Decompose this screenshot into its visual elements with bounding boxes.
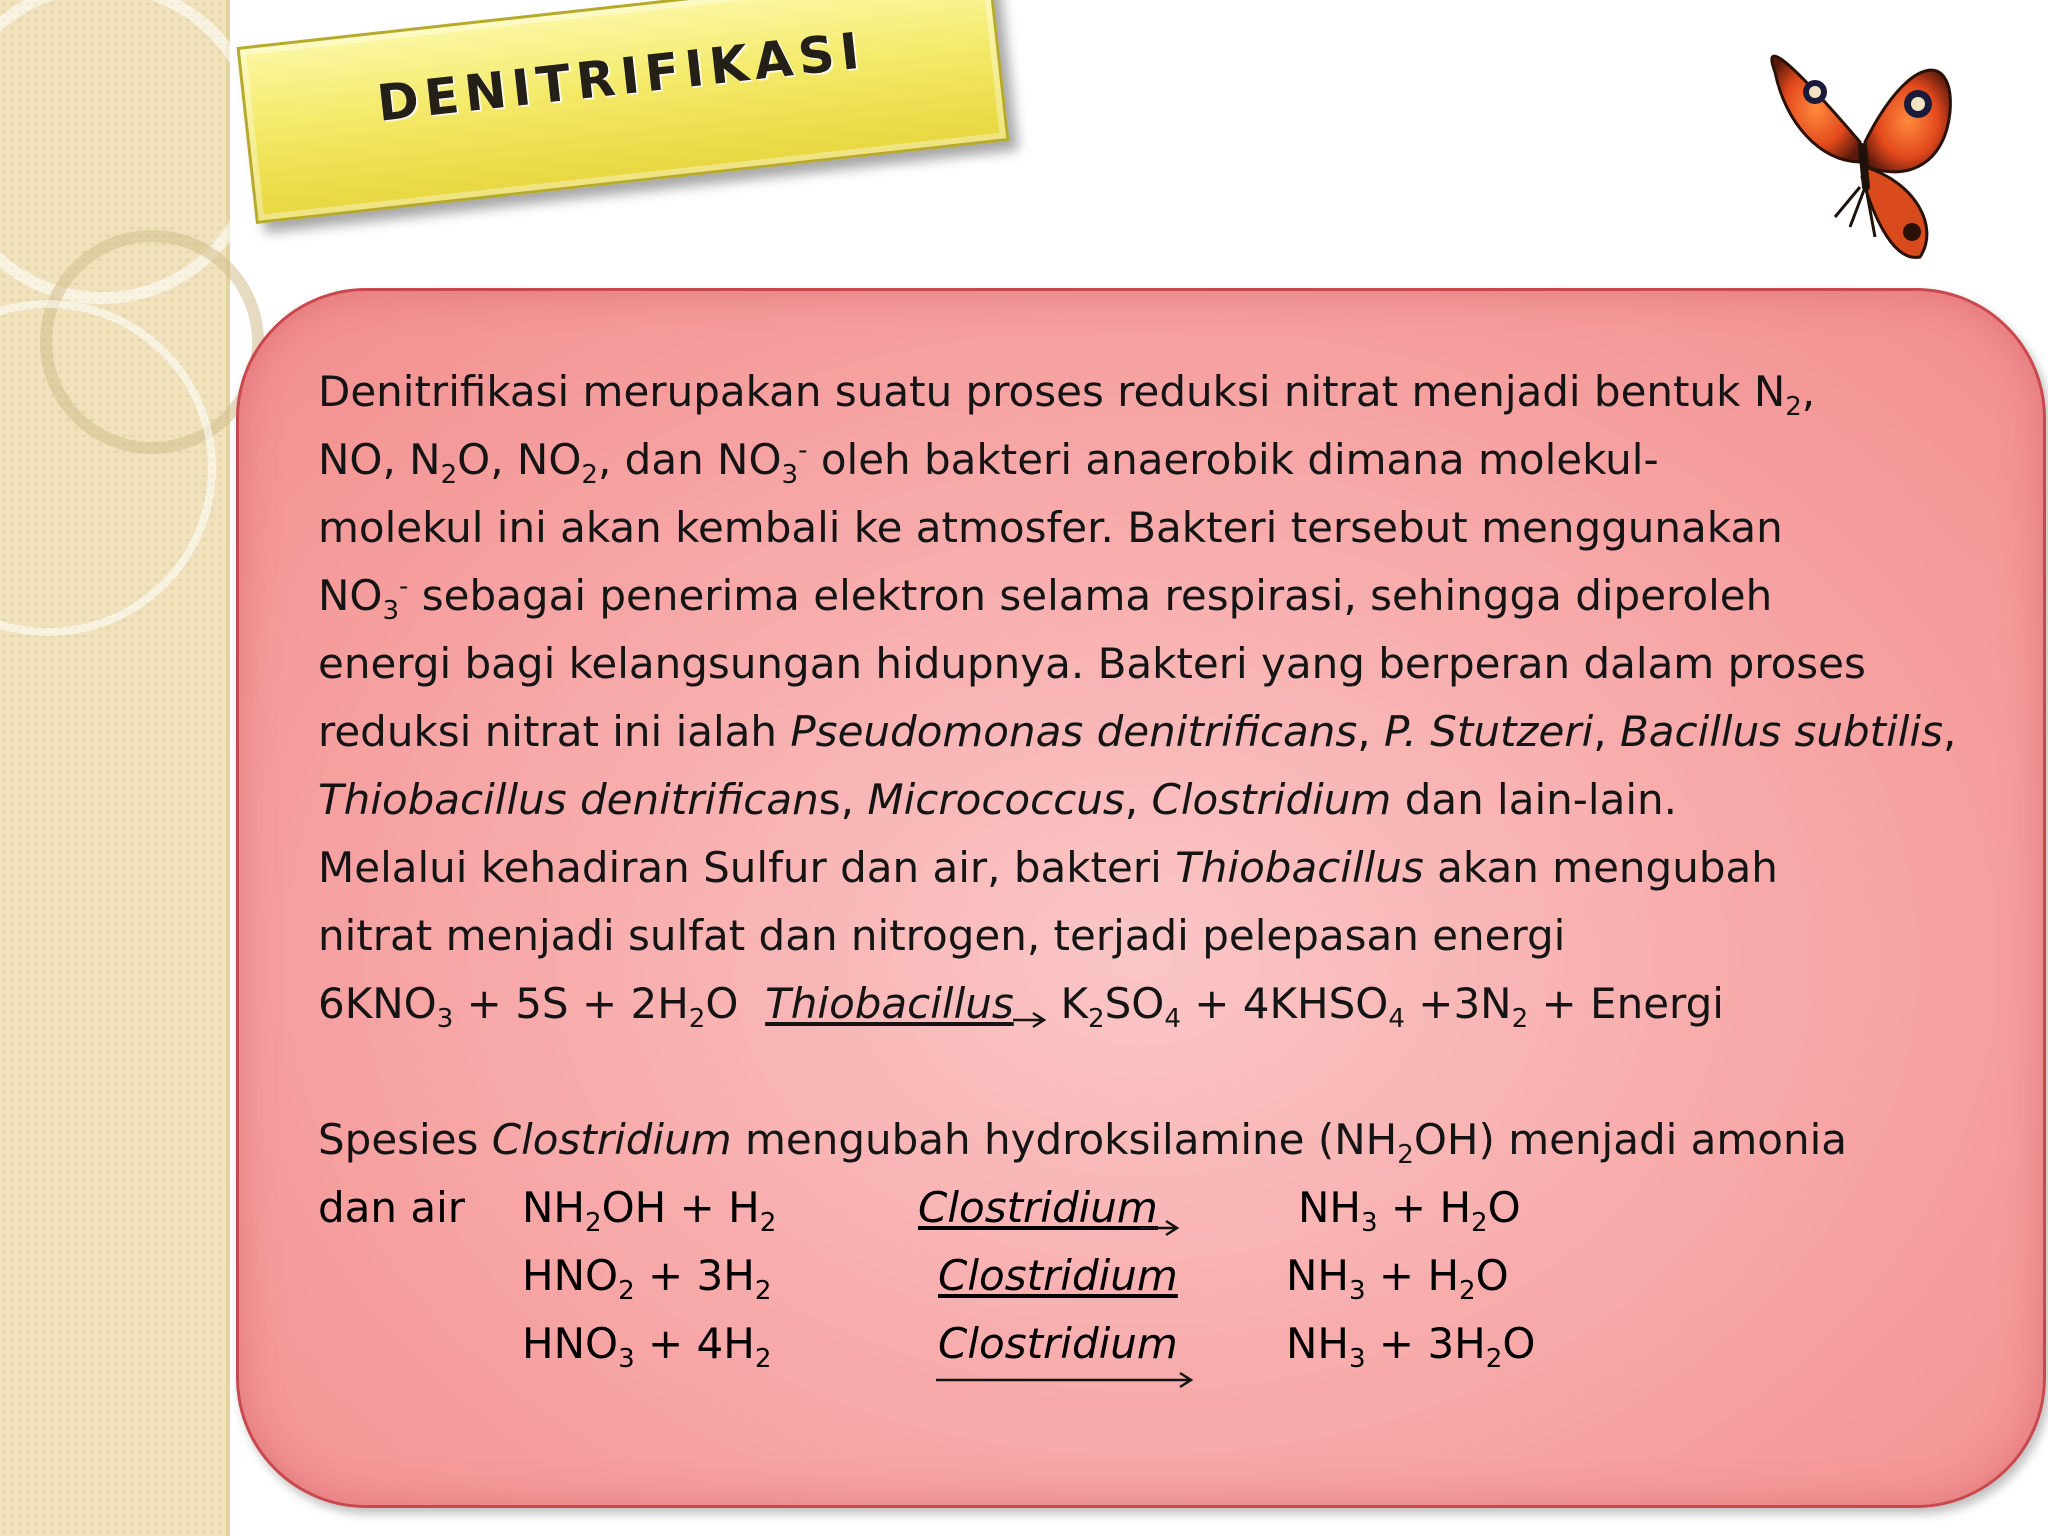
text-span: , xyxy=(1124,775,1152,824)
text-span: , xyxy=(1357,707,1384,756)
species-name: Thiobacillus denitrifican xyxy=(318,775,819,824)
subscript: 2 xyxy=(1511,1004,1529,1035)
subscript: 2 xyxy=(688,1004,706,1035)
text-span: dan lain-lain. xyxy=(1391,775,1677,824)
text-span: , xyxy=(1942,707,1957,756)
superscript: - xyxy=(798,435,808,466)
text-line xyxy=(318,902,2038,970)
text-span: + 4KHSO xyxy=(1180,979,1389,1028)
text-span: mengubah hydroksilamine (NH xyxy=(731,1115,1398,1164)
reaction-catalyst: Thiobacillus xyxy=(765,979,1014,1028)
reaction-arrow-icon xyxy=(936,1370,1196,1390)
subscript: 4 xyxy=(1164,1004,1181,1035)
slide-title: DENITRIFIKASI xyxy=(374,21,868,133)
species-name: Micrococcus xyxy=(867,775,1125,824)
subscript: 3 xyxy=(382,596,400,627)
text-span: HNO xyxy=(522,1319,619,1368)
text-span: akan mengubah xyxy=(1423,843,1778,892)
reaction-arrow-icon xyxy=(1013,1010,1047,1030)
subscript: 2 xyxy=(1088,1004,1105,1035)
reactants xyxy=(522,1310,771,1378)
subscript: 4 xyxy=(1388,1004,1405,1035)
subscript: 2 xyxy=(1485,1344,1503,1375)
text-span: + 3H xyxy=(634,1251,755,1300)
text-span: OH) menjadi amonia xyxy=(1413,1115,1848,1164)
text-span: sebagai penerima elektron selama respirasi, sehingga diperoleh xyxy=(408,571,1773,620)
text-line xyxy=(318,426,2038,494)
species-name: Bacillus subtilis xyxy=(1619,707,1943,756)
species-name: P. Stutzeri xyxy=(1383,707,1594,756)
text-span: NH xyxy=(1298,1183,1361,1232)
subscript: 2 xyxy=(1397,1140,1414,1171)
reaction-arrow-icon xyxy=(1140,1218,1180,1238)
text-span: K xyxy=(1060,979,1089,1028)
blank-line xyxy=(318,1038,2038,1106)
text-span: 6KNO xyxy=(318,979,437,1028)
text-line xyxy=(318,630,2038,698)
text-span: nitrat menjadi sulfat dan nitrogen, terjadi pelepasan energi xyxy=(318,911,1566,960)
text-span: Melalui kehadiran Sulfur dan air, bakteri xyxy=(318,843,1176,892)
products xyxy=(1298,1174,1521,1242)
text-line xyxy=(318,358,2038,426)
subscript: 2 xyxy=(754,1276,772,1307)
text-line xyxy=(318,834,2038,902)
text-span: + 5S + 2H xyxy=(453,979,689,1028)
reactants xyxy=(522,1174,776,1242)
products xyxy=(1286,1242,1509,1310)
species-name: Clostridium xyxy=(491,1115,732,1164)
text-line xyxy=(318,698,2038,766)
reaction-catalyst: Clostridium xyxy=(938,1251,1178,1300)
reaction-catalyst: Clostridium xyxy=(918,1183,1158,1232)
text-span: O xyxy=(705,979,739,1028)
text-span: OH + H xyxy=(601,1183,760,1232)
text-line xyxy=(318,562,2038,630)
text-span: s, xyxy=(818,775,868,824)
text-span: + H xyxy=(1377,1183,1472,1232)
subscript: 2 xyxy=(1785,392,1802,423)
text-span: Spesies xyxy=(318,1115,492,1164)
species-name: Pseudomonas denitrificans xyxy=(790,707,1358,756)
reaction-prefix: dan air xyxy=(318,1183,466,1232)
text-span: + 3H xyxy=(1365,1319,1486,1368)
text-span: NH xyxy=(522,1183,585,1232)
subscript: 3 xyxy=(436,1004,454,1035)
species-name: Thiobacillus xyxy=(1175,843,1424,892)
subscript: 2 xyxy=(754,1344,772,1375)
text-span: + Energi xyxy=(1528,979,1724,1028)
text-span: O xyxy=(1487,1183,1521,1232)
text-span: +3N xyxy=(1404,979,1512,1028)
species-name: Clostridium xyxy=(1151,775,1392,824)
subscript: 3 xyxy=(781,460,799,491)
text-span: energi bagi kelangsungan hidupnya. Bakteri yang berperan dalam proses xyxy=(318,639,1866,688)
text-line xyxy=(318,494,2038,562)
superscript: - xyxy=(399,571,409,602)
subscript: 2 xyxy=(618,1276,635,1307)
text-span: + 4H xyxy=(634,1319,755,1368)
text-span: Denitrifikasi merupakan suatu proses reduksi nitrat menjadi bentuk N xyxy=(318,367,1786,416)
text-span: , xyxy=(1801,367,1816,416)
subscript: 2 xyxy=(1459,1276,1476,1307)
subscript: 2 xyxy=(1471,1208,1488,1239)
text-span: O, NO xyxy=(457,435,582,484)
reaction-catalyst: Clostridium xyxy=(938,1319,1178,1368)
text-span: NH xyxy=(1286,1251,1349,1300)
text-span: molekul ini akan kembali ke atmosfer. Bakteri tersebut menggunakan xyxy=(318,503,1783,552)
text-line xyxy=(318,1106,2038,1174)
text-span: HNO xyxy=(522,1251,619,1300)
text-span: NO, N xyxy=(318,435,441,484)
butterfly-image xyxy=(1740,12,1970,267)
title-banner xyxy=(236,0,1009,224)
equation-thiobacillus xyxy=(318,970,2038,1038)
body-text xyxy=(318,358,2038,1174)
text-span: O xyxy=(1502,1319,1536,1368)
subscript: 2 xyxy=(585,1208,602,1239)
subscript: 3 xyxy=(1349,1276,1366,1307)
reactants xyxy=(522,1242,771,1310)
subscript: 3 xyxy=(618,1344,635,1375)
text-span: + H xyxy=(1365,1251,1460,1300)
text-line xyxy=(318,766,2038,834)
subscript: 3 xyxy=(1349,1344,1366,1375)
text-span: NO xyxy=(318,571,383,620)
text-span: O xyxy=(1475,1251,1509,1300)
subscript: 2 xyxy=(759,1208,777,1239)
text-span: NH xyxy=(1286,1319,1349,1368)
products xyxy=(1286,1310,1535,1378)
text-span: , xyxy=(1593,707,1620,756)
text-span: SO xyxy=(1104,979,1165,1028)
subscript: 2 xyxy=(581,460,598,491)
subscript: 3 xyxy=(1361,1208,1378,1239)
subscript: 2 xyxy=(440,460,458,491)
text-span: oleh bakteri anaerobik dimana molekul- xyxy=(807,435,1659,484)
text-span: , dan NO xyxy=(597,435,782,484)
text-span: reduksi nitrat ini ialah xyxy=(318,707,791,756)
